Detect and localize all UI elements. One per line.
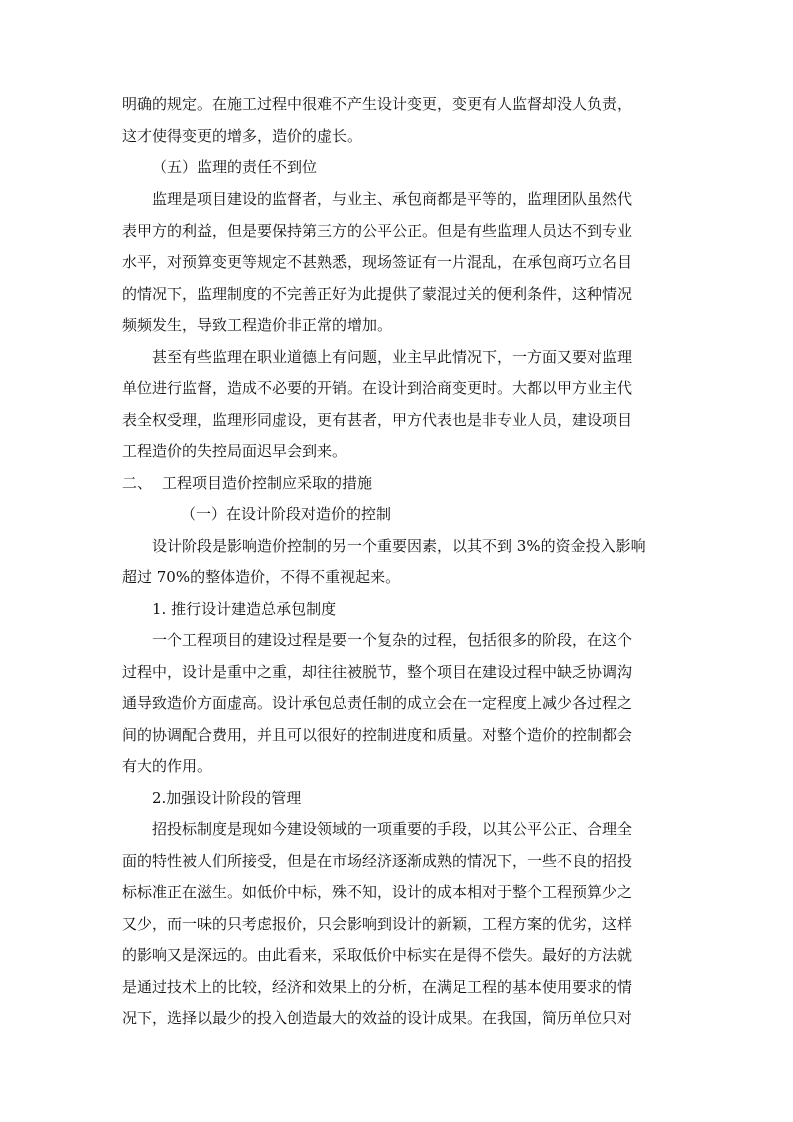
body-text-line: 明确的规定。在施工过程中很难不产生设计变更，变更有人监督却没人负责， bbox=[122, 95, 633, 113]
body-text-line: 的情况下，监理制度的不完善正好为此提供了蒙混过关的便利条件，这种情况 bbox=[122, 285, 633, 303]
body-text-line: 甚至有些监理在职业道德上有问题，业主早此情况下，一方面又要对监理 bbox=[152, 348, 633, 366]
body-text-line: 面的特性被人们所接受，但是在市场经济逐渐成熟的情况下，一些不良的招投 bbox=[122, 852, 633, 870]
subsection-heading: 1. 推行设计建造总承包制度 bbox=[152, 600, 337, 618]
body-text-line: 设计阶段是影响造价控制的另一个重要因素，以其不到 3%的资金投入影响 bbox=[152, 537, 646, 555]
body-text-line: 水平，对预算变更等规定不甚熟悉，现场签证有一片混乱，在承包商巧立名目 bbox=[122, 253, 633, 271]
chapter-title: 工程项目造价控制应采取的措施 bbox=[162, 474, 373, 492]
body-text-line: 过程中，设计是重中之重，却往往被脱节，整个项目在建设过程中缺乏协调沟 bbox=[122, 663, 633, 681]
body-text-line: 表全权受理，监理形同虚设，更有甚者，甲方代表也是非专业人员，建设项目 bbox=[122, 411, 633, 429]
body-text-line: 况下，选择以最少的投入创造最大的效益的设计成果。在我国，简历单位只对 bbox=[122, 1009, 633, 1027]
body-text-line: 有大的作用。 bbox=[122, 757, 213, 775]
body-text-line: 是通过技术上的比较，经济和效果上的分析，在满足工程的基本使用要求的情 bbox=[122, 978, 633, 996]
body-text-line: 通导致造价方面虚高。设计承包总责任制的成立会在一定程度上减少各过程之 bbox=[122, 694, 633, 712]
body-text-line: 招投标制度是现如今建设领域的一项重要的手段，以其公平公正、合理全 bbox=[152, 820, 633, 838]
body-text-line: 超过 70%的整体造价，不得不重视起来。 bbox=[122, 568, 401, 586]
body-text-line: 标标准正在滋生。如低价中标，殊不知，设计的成本相对于整个工程预算少之 bbox=[122, 883, 633, 901]
body-text-line: 的影响又是深远的。由此看来，采取低价中标实在是得不偿失。最好的方法就 bbox=[122, 946, 633, 964]
body-text-line: 工程造价的失控局面迟早会到来。 bbox=[122, 442, 348, 460]
section-heading: （一）在设计阶段对造价的控制 bbox=[181, 505, 392, 523]
body-text-line: 这才使得变更的增多，造价的虚长。 bbox=[122, 127, 363, 145]
body-text-line: 间的协调配合费用，并且可以很好的控制进度和质量。对整个造价的控制都会 bbox=[122, 726, 633, 744]
body-text-line: 又少，而一味的只考虑报价，只会影响到设计的新颖，工程方案的优劣，这样 bbox=[122, 915, 633, 933]
body-text-line: 频频发生，导致工程造价非正常的增加。 bbox=[122, 316, 393, 334]
body-text-line: 一个工程项目的建设过程是要一个复杂的过程，包括很多的阶段，在这个 bbox=[152, 631, 633, 649]
chapter-number: 二、 bbox=[122, 474, 153, 492]
body-text-line: 监理是项目建设的监督者，与业主、承包商都是平等的，监理团队虽然代 bbox=[152, 190, 633, 208]
subsection-heading: 2.加强设计阶段的管理 bbox=[152, 789, 302, 807]
body-text-line: 单位进行监督，造成不必要的开销。在设计到洽商变更时。大都以甲方业主代 bbox=[122, 379, 633, 397]
section-heading: （五）监理的责任不到位 bbox=[152, 158, 318, 176]
body-text-line: 表甲方的利益，但是要保持第三方的公平公正。但是有些监理人员达不到专业 bbox=[122, 222, 633, 240]
chapter-heading bbox=[0, 473, 793, 493]
